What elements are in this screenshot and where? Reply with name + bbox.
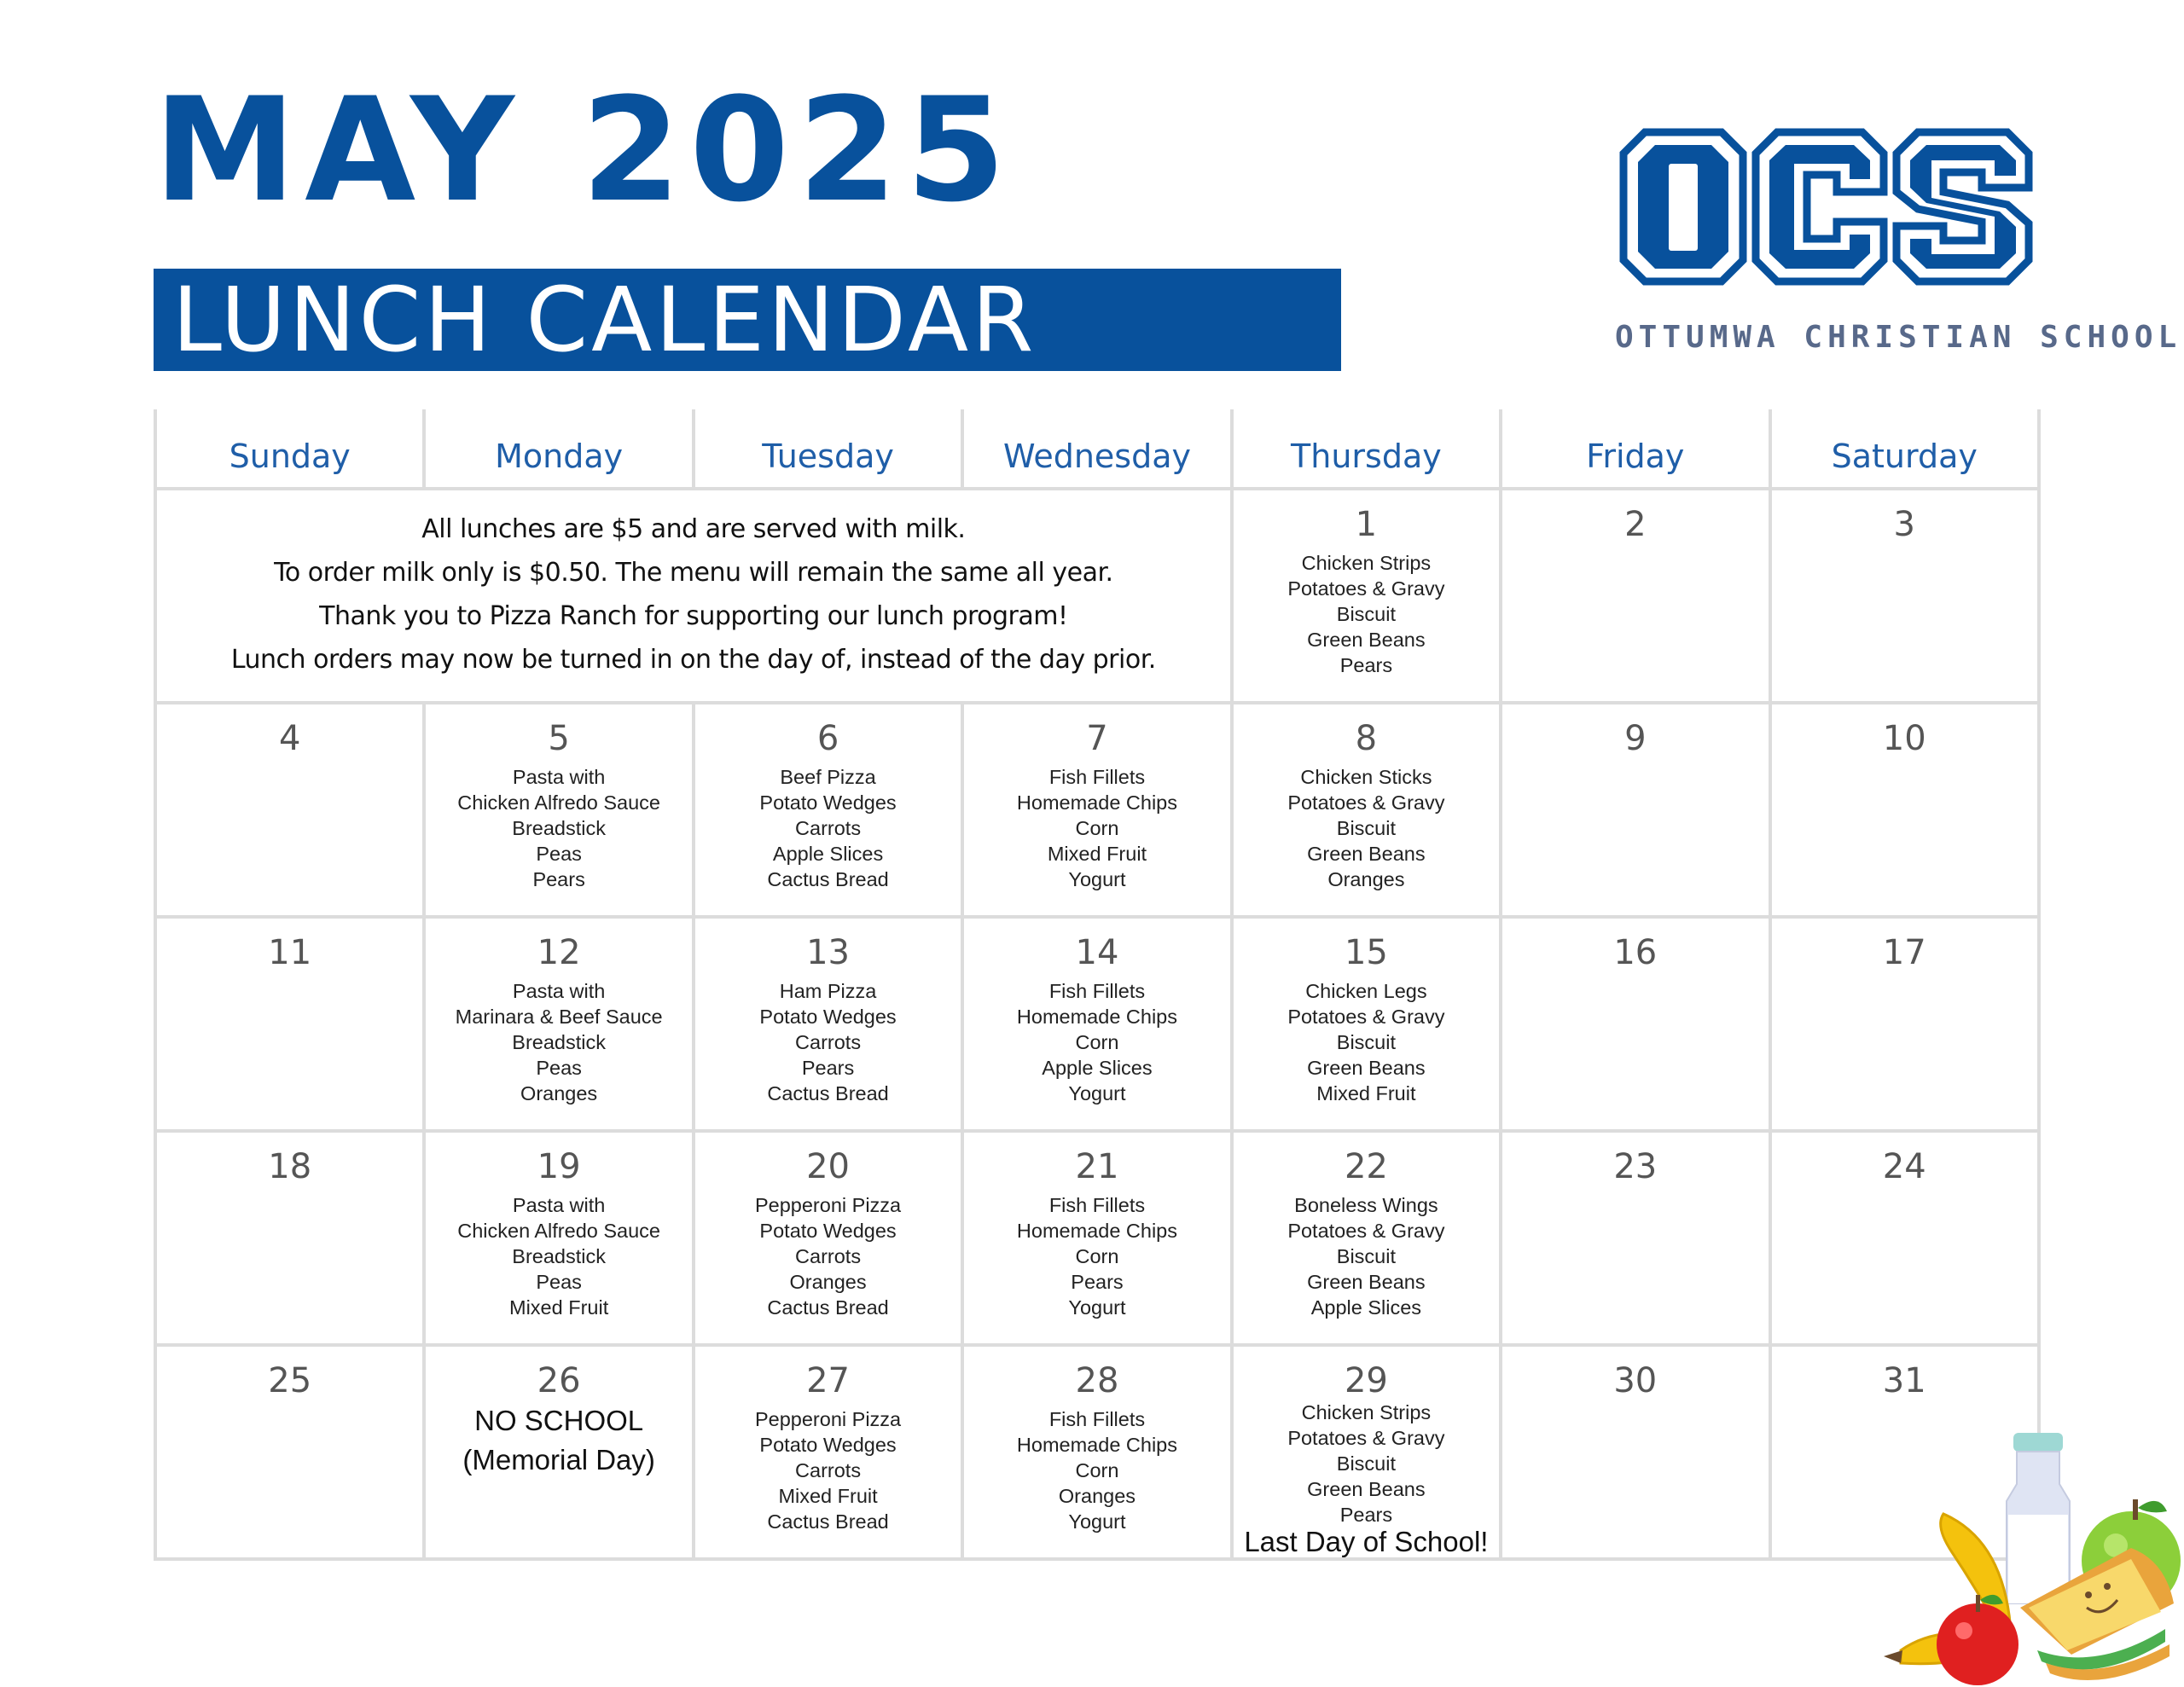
menu-item: Ham Pizza	[779, 980, 877, 1002]
menu-item: Cactus Bread	[767, 1296, 889, 1319]
menu-item: Mixed Fruit	[1316, 1082, 1416, 1104]
day-cell	[1502, 1133, 1771, 1347]
notice-line: Lunch orders may now be turned in on the day of, instead of the day prior.	[230, 644, 1156, 675]
menu-item: Green Beans	[1307, 1478, 1426, 1500]
menu-list	[1287, 1192, 1444, 1320]
menu-item: Corn	[1075, 1031, 1119, 1053]
menu-item: Potato Wedges	[759, 791, 897, 814]
menu-item: Marinara & Beef Sauce	[455, 1006, 663, 1028]
menu-item: Chicken Alfredo Sauce	[457, 1220, 661, 1242]
menu-item: Breadstick	[512, 1245, 606, 1267]
menu-item: Oranges	[789, 1271, 867, 1293]
last-day-note: Last Day of School!	[1244, 1526, 1489, 1557]
day-cell	[157, 1347, 426, 1561]
school-name: OTTUMWA CHRISTIAN SCHOOL	[1615, 320, 2182, 355]
day-number: 31	[1882, 1361, 1926, 1400]
menu-item: Biscuit	[1336, 1031, 1396, 1053]
weekday-label: Sunday	[229, 437, 351, 475]
weekday-label: Saturday	[1831, 437, 1978, 475]
lunch-calendar-grid	[154, 409, 2037, 1561]
menu-list	[1017, 1192, 1177, 1320]
menu-item: Chicken Strips	[1301, 1401, 1432, 1423]
day-cell	[1772, 919, 2041, 1133]
menu-item: Potatoes & Gravy	[1287, 1220, 1445, 1242]
menu-item: Mixed Fruit	[1047, 843, 1147, 865]
menu-item: Carrots	[795, 1031, 862, 1053]
menu-item: Green Beans	[1307, 843, 1426, 865]
menu-item: Chicken Legs	[1305, 980, 1427, 1002]
menu-list	[457, 1192, 660, 1320]
menu-item: Cactus Bread	[767, 1510, 889, 1533]
subtitle-banner	[154, 269, 1341, 371]
day-number: 18	[268, 1147, 312, 1186]
menu-item: Oranges	[520, 1082, 598, 1104]
day-number: 19	[537, 1147, 581, 1186]
menu-item: Potato Wedges	[759, 1220, 897, 1242]
menu-item: Apple Slices	[772, 843, 884, 865]
day-number: 6	[816, 719, 839, 758]
weekday-label: Friday	[1586, 437, 1685, 475]
menu-item: Cactus Bread	[767, 1082, 889, 1104]
menu-item: Peas	[536, 1271, 582, 1293]
weekday-label: Monday	[495, 437, 624, 475]
day-cell	[1502, 1347, 1771, 1561]
menu-list	[759, 764, 896, 892]
day-number: 17	[1882, 933, 1926, 972]
menu-item: Carrots	[795, 1459, 862, 1481]
menu-item: Potatoes & Gravy	[1287, 577, 1445, 600]
day-cell	[157, 704, 426, 919]
day-number: 2	[1624, 505, 1647, 544]
day-cell	[1502, 704, 1771, 919]
weekday-label: Thursday	[1291, 437, 1442, 475]
day-number: 10	[1882, 719, 1926, 758]
day-number: 13	[806, 933, 850, 972]
day-number: 8	[1355, 719, 1378, 758]
menu-item: Breadstick	[512, 817, 606, 839]
day-number: 25	[268, 1361, 312, 1400]
menu-item: Corn	[1075, 1245, 1119, 1267]
menu-list	[1017, 764, 1177, 892]
day-cell	[695, 1347, 964, 1561]
day-number: 7	[1086, 719, 1108, 758]
menu-item: Potato Wedges	[759, 1434, 897, 1456]
day-number: 23	[1613, 1147, 1658, 1186]
menu-item: Fish Fillets	[1048, 980, 1146, 1002]
menu-list	[1287, 978, 1444, 1106]
notice-line: Thank you to Pizza Ranch for supporting our lunch program!	[319, 600, 1068, 631]
weekday-label: Wednesday	[1002, 437, 1191, 475]
page-title: MAY 2025	[154, 67, 1014, 234]
weekday-header	[964, 409, 1233, 490]
day-cell	[157, 1133, 426, 1347]
menu-list	[1287, 550, 1444, 678]
menu-item: Mixed Fruit	[778, 1485, 878, 1507]
weekday-header	[1772, 409, 2041, 490]
menu-item: Pepperoni Pizza	[754, 1194, 902, 1216]
day-cell	[1234, 1347, 1502, 1561]
day-cell	[964, 704, 1233, 919]
menu-item: Chicken Alfredo Sauce	[457, 791, 661, 814]
day-cell	[426, 1347, 694, 1561]
day-number: 12	[537, 933, 581, 972]
day-cell	[426, 1133, 694, 1347]
menu-item: Potatoes & Gravy	[1287, 791, 1445, 814]
menu-list	[1017, 978, 1177, 1106]
day-number: 24	[1882, 1147, 1926, 1186]
menu-list	[1287, 764, 1444, 892]
menu-item: Pasta with	[512, 980, 606, 1002]
menu-item: Chicken Strips	[1301, 552, 1432, 574]
menu-item: Peas	[536, 1057, 582, 1079]
menu-list	[1017, 1406, 1177, 1534]
menu-item: Yogurt	[1068, 1082, 1126, 1104]
menu-item: Yogurt	[1068, 1296, 1126, 1319]
day-number: 1	[1355, 505, 1378, 544]
no-school-note: NO SCHOOL	[474, 1405, 644, 1436]
lunch-food-illustration-icon	[1884, 1433, 2184, 1687]
day-cell	[695, 704, 964, 919]
menu-item: Corn	[1075, 1459, 1119, 1481]
no-school-note: (Memorial Day)	[462, 1444, 655, 1475]
day-cell	[426, 704, 694, 919]
menu-item: Biscuit	[1336, 1245, 1396, 1267]
menu-item: Green Beans	[1307, 629, 1426, 651]
day-cell	[1772, 704, 2041, 919]
menu-item: Boneless Wings	[1294, 1194, 1438, 1216]
day-number: 5	[548, 719, 570, 758]
menu-item: Homemade Chips	[1016, 1434, 1178, 1456]
menu-item: Pears	[1071, 1271, 1124, 1293]
menu-list	[456, 978, 663, 1106]
subtitle-text: LUNCH CALENDAR	[172, 268, 1037, 372]
menu-item: Yogurt	[1068, 1510, 1126, 1533]
menu-item: Beef Pizza	[780, 766, 876, 788]
menu-item: Cactus Bread	[767, 868, 889, 890]
notice-line: To order milk only is $0.50. The menu will remain the same all year.	[274, 557, 1113, 588]
menu-list	[1287, 1400, 1444, 1528]
menu-item: Pears	[801, 1057, 855, 1079]
lunch-info-notice	[157, 490, 1234, 704]
day-number: 29	[1344, 1361, 1388, 1400]
menu-item: Potatoes & Gravy	[1287, 1427, 1445, 1449]
day-cell	[1502, 490, 1771, 704]
day-cell	[964, 1347, 1233, 1561]
day-cell	[964, 919, 1233, 1133]
notice-line: All lunches are $5 and are served with milk.	[421, 513, 966, 544]
day-cell	[1234, 1133, 1502, 1347]
day-cell	[695, 1133, 964, 1347]
menu-item: Fish Fillets	[1048, 1194, 1146, 1216]
menu-item: Potatoes & Gravy	[1287, 1006, 1445, 1028]
menu-item: Yogurt	[1068, 868, 1126, 890]
weekday-header	[1502, 409, 1771, 490]
menu-item: Pears	[532, 868, 585, 890]
menu-list	[755, 1192, 901, 1320]
day-cell	[426, 919, 694, 1133]
menu-item: Apple Slices	[1042, 1057, 1153, 1079]
day-number: 4	[278, 719, 301, 758]
menu-item: Pears	[1339, 1504, 1393, 1526]
menu-item: Apple Slices	[1310, 1296, 1422, 1319]
menu-item: Green Beans	[1307, 1271, 1426, 1293]
menu-item: Pasta with	[512, 1194, 606, 1216]
menu-item: Potato Wedges	[759, 1006, 897, 1028]
weekday-header	[157, 409, 426, 490]
weekday-header	[695, 409, 964, 490]
menu-item: Biscuit	[1336, 603, 1396, 625]
menu-item: Homemade Chips	[1016, 1220, 1178, 1242]
day-cell	[1772, 1133, 2041, 1347]
menu-item: Peas	[536, 843, 582, 865]
menu-item: Homemade Chips	[1016, 791, 1178, 814]
day-cell	[1502, 919, 1771, 1133]
day-number: 30	[1613, 1361, 1658, 1400]
menu-item: Pasta with	[512, 766, 606, 788]
menu-item: Biscuit	[1336, 817, 1396, 839]
menu-item: Biscuit	[1336, 1452, 1396, 1475]
day-cell	[964, 1133, 1233, 1347]
day-cell	[1772, 490, 2041, 704]
menu-item: Fish Fillets	[1048, 766, 1146, 788]
day-number: 11	[268, 933, 312, 972]
menu-list	[457, 764, 660, 892]
menu-item: Chicken Sticks	[1300, 766, 1432, 788]
menu-list	[755, 1406, 901, 1534]
weekday-header	[426, 409, 694, 490]
menu-list	[759, 978, 896, 1106]
menu-item: Pepperoni Pizza	[754, 1408, 902, 1430]
menu-item: Pears	[1339, 654, 1393, 676]
day-cell	[1234, 704, 1502, 919]
day-number: 14	[1075, 933, 1119, 972]
day-number: 16	[1613, 933, 1658, 972]
day-number: 9	[1624, 719, 1647, 758]
day-number: 22	[1344, 1147, 1388, 1186]
menu-item: Mixed Fruit	[509, 1296, 609, 1319]
day-cell	[695, 919, 964, 1133]
menu-item: Oranges	[1058, 1485, 1136, 1507]
day-cell	[1234, 490, 1502, 704]
weekday-header	[1234, 409, 1502, 490]
menu-item: Carrots	[795, 817, 862, 839]
menu-item: Carrots	[795, 1245, 862, 1267]
day-cell	[1234, 919, 1502, 1133]
day-number: 27	[806, 1361, 850, 1400]
menu-item: Corn	[1075, 817, 1119, 839]
weekday-label: Tuesday	[762, 437, 894, 475]
day-number: 26	[537, 1361, 581, 1400]
menu-item: Fish Fillets	[1048, 1408, 1146, 1430]
menu-item: Oranges	[1327, 868, 1405, 890]
day-number: 3	[1893, 505, 1915, 544]
menu-item: Breadstick	[512, 1031, 606, 1053]
day-cell	[157, 919, 426, 1133]
menu-item: Green Beans	[1307, 1057, 1426, 1079]
day-number: 28	[1075, 1361, 1119, 1400]
day-number: 20	[806, 1147, 850, 1186]
day-number: 15	[1344, 933, 1388, 972]
menu-item: Homemade Chips	[1016, 1006, 1178, 1028]
day-number: 21	[1075, 1147, 1119, 1186]
